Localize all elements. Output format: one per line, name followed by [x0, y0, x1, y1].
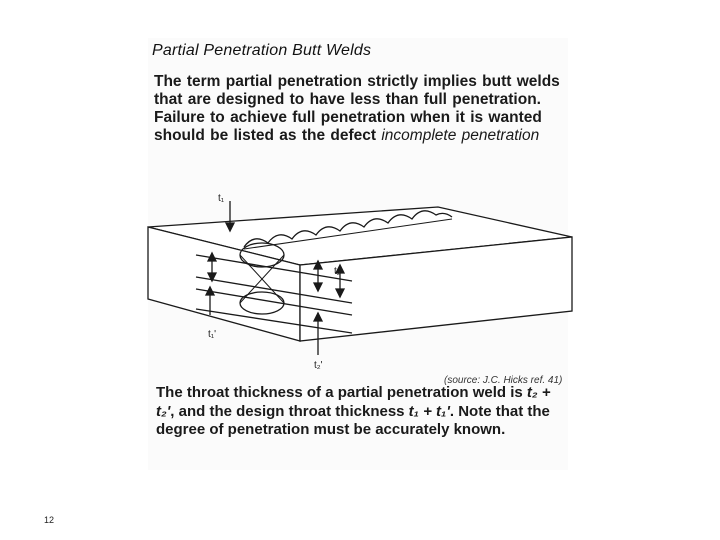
caption-part-3: . Note that the degree of penetration must be accurately known.	[156, 402, 550, 438]
label-t1-prime: t₁'	[208, 329, 217, 340]
definition-text: The term partial penetration strictly implies butt welds that are designed to have less than full penetration. Failure to achieve full penetration when it is wanted should be listed as the defect	[154, 73, 560, 144]
definition-paragraph	[154, 73, 568, 145]
throat-thickness-caption	[156, 384, 568, 440]
weld-diagram	[140, 185, 580, 380]
defect-term: incomplete penetration	[381, 127, 540, 144]
page-number: 12	[44, 515, 55, 525]
label-t2: t₂	[334, 266, 341, 277]
caption-part-2: , and the design throat thickness	[170, 402, 409, 420]
caption-sum-t1: t₁ + t₁'	[408, 402, 450, 420]
section-heading: Partial Penetration Butt Welds	[152, 42, 372, 59]
label-t2-prime: t₂'	[314, 360, 323, 371]
label-t1: t₁	[218, 193, 225, 204]
caption-part-1: The throat thickness of a partial penetration weld is	[156, 384, 527, 401]
source-citation: (source: J.C. Hicks ref. 41)	[444, 375, 563, 385]
caption-sum-t2: t₂ + t₂'	[156, 384, 551, 420]
